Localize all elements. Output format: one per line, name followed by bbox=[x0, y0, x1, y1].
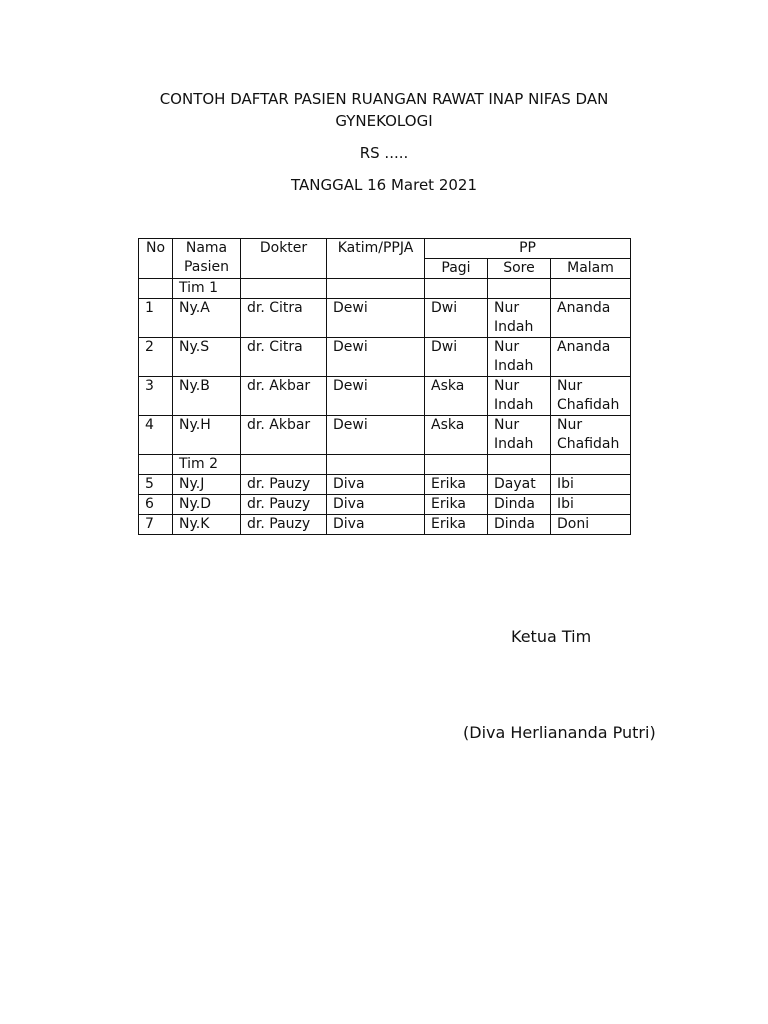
signature-label: Ketua Tim bbox=[511, 627, 592, 646]
team-row bbox=[139, 455, 631, 475]
pagi-name: Dwi bbox=[425, 299, 488, 338]
patient-name: Ny.D bbox=[173, 495, 241, 515]
katim-name: Diva bbox=[327, 515, 425, 535]
patient-name: Ny.K bbox=[173, 515, 241, 535]
table-cell bbox=[488, 455, 551, 475]
row-no: 2 bbox=[139, 338, 173, 377]
patient-name: Ny.S bbox=[173, 338, 241, 377]
table-row bbox=[139, 299, 631, 338]
table-cell bbox=[551, 279, 631, 299]
table-cell bbox=[139, 455, 173, 475]
katim-name: Dewi bbox=[327, 338, 425, 377]
pagi-name: Erika bbox=[425, 475, 488, 495]
table-cell bbox=[241, 455, 327, 475]
header-malam: Malam bbox=[551, 259, 631, 279]
hospital-name: RS ..... bbox=[359, 144, 409, 162]
table-cell bbox=[139, 279, 173, 299]
row-no: 6 bbox=[139, 495, 173, 515]
header-no: No bbox=[139, 239, 173, 279]
header-patient-name: Nama Pasien bbox=[173, 239, 241, 279]
header-sore: Sore bbox=[488, 259, 551, 279]
row-no: 7 bbox=[139, 515, 173, 535]
header-katim-ppja: Katim/PPJA bbox=[327, 239, 425, 279]
patient-name: Ny.H bbox=[173, 416, 241, 455]
table-cell bbox=[551, 455, 631, 475]
document-title-line-1: CONTOH DAFTAR PASIEN RUANGAN RAWAT INAP NIFAS DAN bbox=[159, 90, 609, 108]
patient-list-table bbox=[138, 238, 631, 535]
pagi-name: Dwi bbox=[425, 338, 488, 377]
pagi-name: Aska bbox=[425, 377, 488, 416]
team-label: Tim 1 bbox=[173, 279, 241, 299]
signature-name: (Diva Herliananda Putri) bbox=[463, 723, 656, 742]
table-row bbox=[139, 377, 631, 416]
patient-name: Ny.A bbox=[173, 299, 241, 338]
table-header-row bbox=[139, 239, 631, 259]
table-cell bbox=[488, 279, 551, 299]
malam-name: Ibi bbox=[551, 495, 631, 515]
doctor-name: dr. Pauzy bbox=[241, 515, 327, 535]
table-cell bbox=[241, 279, 327, 299]
malam-name: Ibi bbox=[551, 475, 631, 495]
row-no: 1 bbox=[139, 299, 173, 338]
doctor-name: dr. Akbar bbox=[241, 377, 327, 416]
header-doctor: Dokter bbox=[241, 239, 327, 279]
table-row bbox=[139, 495, 631, 515]
patient-name: Ny.B bbox=[173, 377, 241, 416]
malam-name: Ananda bbox=[551, 338, 631, 377]
katim-name: Dewi bbox=[327, 377, 425, 416]
malam-name: Doni bbox=[551, 515, 631, 535]
malam-name: Nur Chafidah bbox=[551, 377, 631, 416]
doctor-name: dr. Citra bbox=[241, 299, 327, 338]
patient-name: Ny.J bbox=[173, 475, 241, 495]
katim-name: Dewi bbox=[327, 299, 425, 338]
doctor-name: dr. Akbar bbox=[241, 416, 327, 455]
row-no: 4 bbox=[139, 416, 173, 455]
document-title-line-2: GYNEKOLOGI bbox=[335, 112, 433, 130]
header-pagi: Pagi bbox=[425, 259, 488, 279]
doctor-name: dr. Pauzy bbox=[241, 475, 327, 495]
header-pp: PP bbox=[425, 239, 631, 259]
katim-name: Diva bbox=[327, 495, 425, 515]
sore-name: Nur Indah bbox=[488, 416, 551, 455]
doctor-name: dr. Pauzy bbox=[241, 495, 327, 515]
table-row bbox=[139, 338, 631, 377]
row-no: 5 bbox=[139, 475, 173, 495]
table-row bbox=[139, 475, 631, 495]
pagi-name: Erika bbox=[425, 515, 488, 535]
table-cell bbox=[327, 455, 425, 475]
sore-name: Nur Indah bbox=[488, 377, 551, 416]
doctor-name: dr. Citra bbox=[241, 338, 327, 377]
katim-name: Dewi bbox=[327, 416, 425, 455]
pagi-name: Erika bbox=[425, 495, 488, 515]
table-row bbox=[139, 515, 631, 535]
table-row bbox=[139, 416, 631, 455]
table-cell bbox=[425, 455, 488, 475]
malam-name: Ananda bbox=[551, 299, 631, 338]
sore-name: Dinda bbox=[488, 515, 551, 535]
table-cell bbox=[327, 279, 425, 299]
malam-name: Nur Chafidah bbox=[551, 416, 631, 455]
pagi-name: Aska bbox=[425, 416, 488, 455]
sore-name: Dayat bbox=[488, 475, 551, 495]
sore-name: Dinda bbox=[488, 495, 551, 515]
sore-name: Nur Indah bbox=[488, 338, 551, 377]
table-cell bbox=[425, 279, 488, 299]
document-date: TANGGAL 16 Maret 2021 bbox=[291, 176, 477, 194]
katim-name: Diva bbox=[327, 475, 425, 495]
sore-name: Nur Indah bbox=[488, 299, 551, 338]
team-label: Tim 2 bbox=[173, 455, 241, 475]
row-no: 3 bbox=[139, 377, 173, 416]
team-row bbox=[139, 279, 631, 299]
